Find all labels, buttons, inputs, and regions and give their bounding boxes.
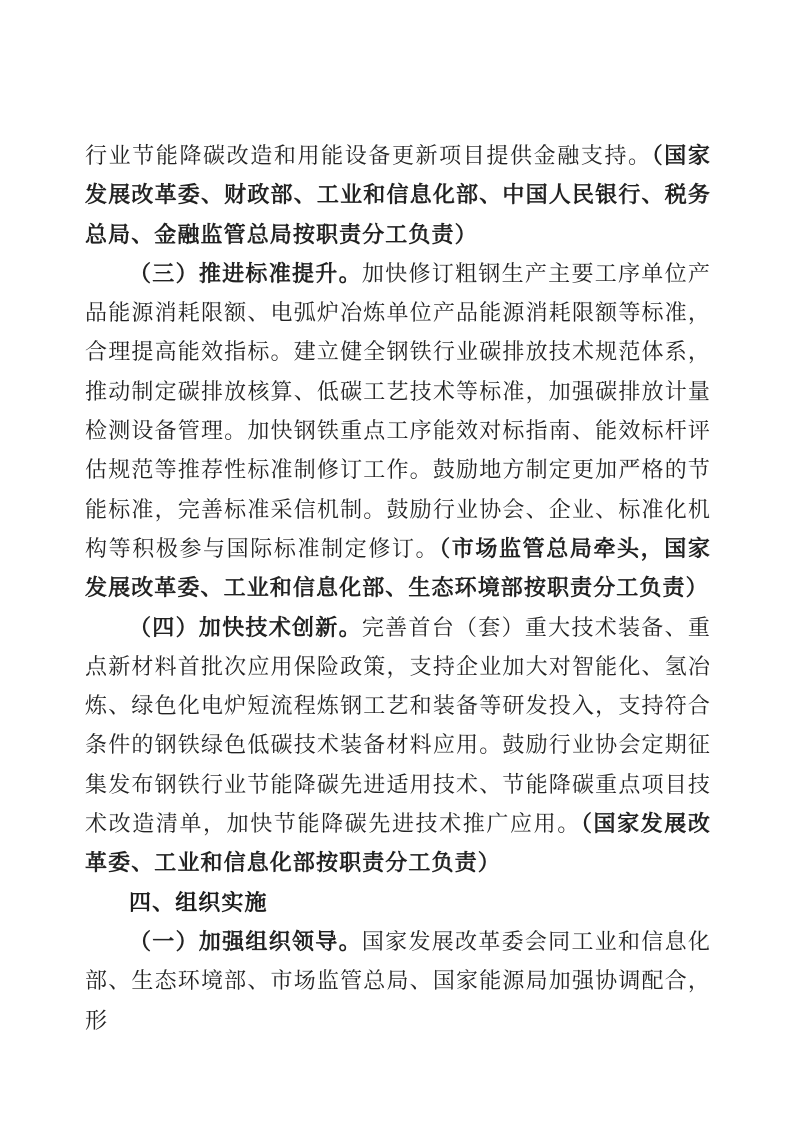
responsibility-attribution-segment: （市场监管总局牵头，国家发展改革委、工业和信息化部、生态环境部按职责分工负责） <box>85 535 711 601</box>
responsibility-attribution-segment: （国家发展改革委、工业和信息化部按职责分工负责） <box>85 811 711 876</box>
section-heading-organization: 四、组织实施 <box>129 889 268 915</box>
paragraph-item-3-standards <box>85 254 711 608</box>
body-text-segment: 国家发展改革委会同工业和信息化部、生态环境部、市场监管总局、国家能源局加强协调配合，形 <box>85 928 711 1033</box>
body-text-segment: 行业节能降碳改造和用能设备更新项目提供金融支持。 <box>85 143 652 168</box>
body-text-segment: 完善首台（套）重大技术装备、重点新材料首批次应用保险政策，支持企业加大对智能化、氢冶炼、绿色化电炉短流程炼钢工艺和装备等研发投入，支持符合条件的钢铁绿色低碳技术装备材料应用。鼓励行业协会定期征集发布钢铁行业节能降碳先进适用技术、节能降碳重点项目技术改造清单，加快节能降碳先进技术推广应用。 <box>85 614 711 837</box>
paragraph-lead-segment: （三）推进标准提升。 <box>129 260 362 286</box>
paragraph-lead-segment: （一）加强组织领导。 <box>129 928 362 954</box>
paragraph-financial-support-continuation <box>85 136 711 254</box>
paragraph-item-4-technology <box>85 608 711 883</box>
document-text-block <box>85 136 711 1040</box>
body-text-segment: 加快修订粗钢生产主要工序单位产品能源消耗限额、电弧炉冶炼单位产品能源消耗限额等标准，合理提高能效指标。建立健全钢铁行业碳排放技术规范体系，推动制定碳排放核算、低碳工艺技术等标准，加强碳排放计量检测设备管理。加快钢铁重点工序能效对标指南、能效标杆评估规范等推荐性标准制修订工作。鼓励地方制定更加严格的节能标准，完善标准采信机制。鼓励行业协会、企业、标准化机构等积极参与国际标准制定修订。 <box>85 260 711 561</box>
responsibility-attribution-segment: （国家发展改革委、财政部、工业和信息化部、中国人民银行、税务总局、金融监管总局按职责分工负责） <box>85 143 711 247</box>
paragraph-item-1-leadership <box>85 922 711 1040</box>
paragraph-lead-segment: （四）加快技术创新。 <box>129 614 362 640</box>
